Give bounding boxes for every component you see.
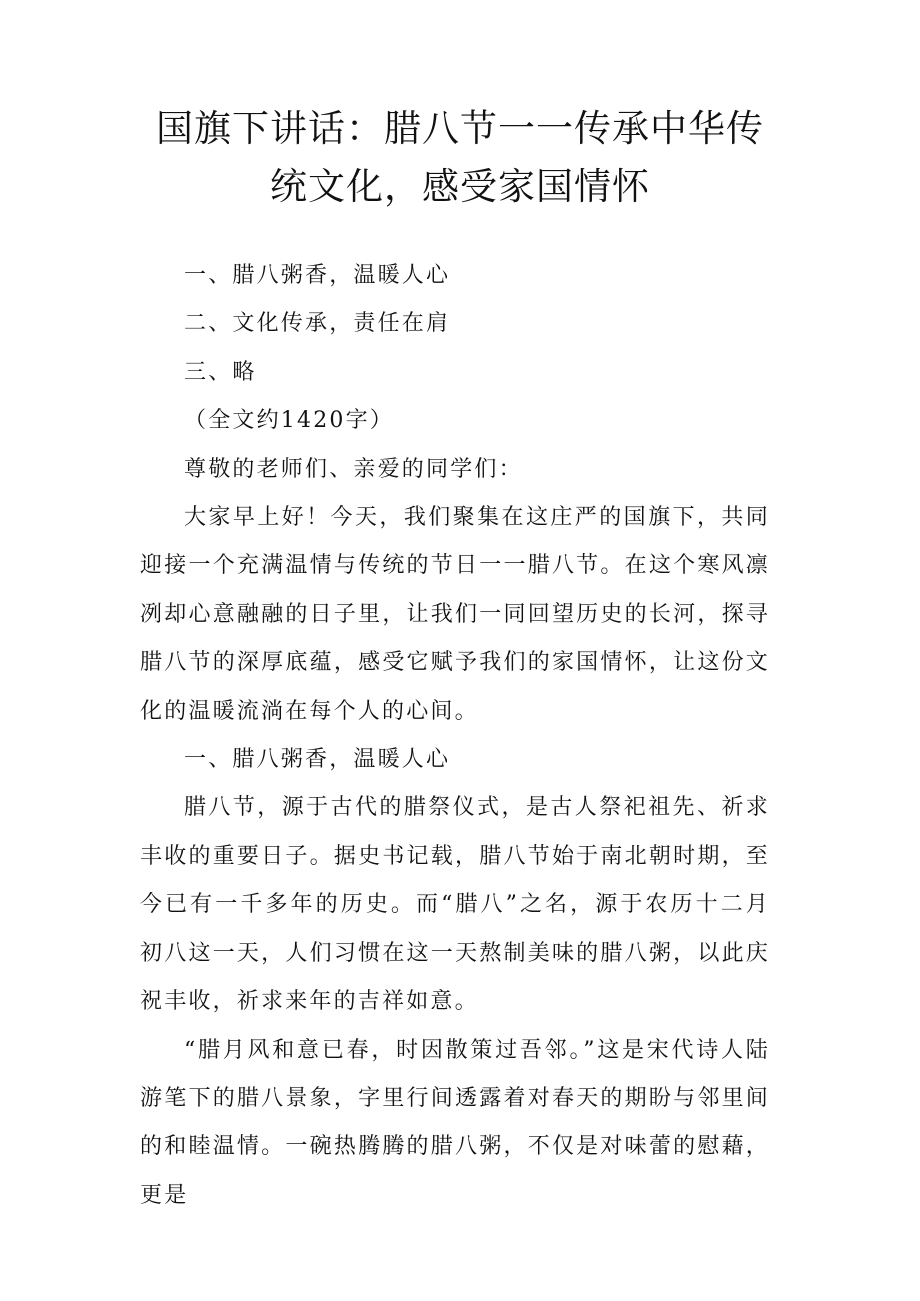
greeting: 尊敬的老师们、亲爱的同学们： [184, 456, 523, 482]
paragraph-intro: 大家早上好！今天，我们聚集在这庄严的国旗下，共同迎接一个充满温情与传统的节日一一腊八节。在这个寒风凛冽却心意融融的日子里，让我们一同回望历史的长河，探寻腊八节的深厚底蕴，感受它赋予我们的家国情怀，让这份文化的温暖流淌在每个人的心间。 [140, 505, 770, 724]
document-title: 国旗下讲话：腊八节一一传承中华传统文化，感受家国情怀 [156, 107, 764, 208]
toc-item-3: 三、略 [184, 359, 257, 385]
paragraph-origin: 腊八节，源于古代的腊祭仪式，是古人祭祀祖先、祈求丰收的重要日子。据史书记载，腊八节始于南北朝时期，至今已有一千多年的历史。而“腊八”之名，源于农历十二月初八这一天，人们习惯在这一天熬制美味的腊八粥，以此庆祝丰收，祈求来年的吉祥如意。 [140, 795, 770, 1015]
section-heading-1: 一、腊八粥香，温暖人心 [184, 747, 451, 773]
word-count: （全文约1420字） [184, 408, 394, 434]
document-body [140, 252, 770, 1220]
toc-item-2: 二、文化传承，责任在肩 [184, 311, 451, 337]
toc-item-1: 一、腊八粥香，温暖人心 [184, 263, 451, 288]
paragraph-poem: “腊月风和意已春，时因散策过吾邻。”这是宋代诗人陆游笔下的腊八景象，字里行间透露着对春天的期盼与邻里间的和睦温情。一碗热腾腾的腊八粥，不仅是对味蕾的慰藉，更是 [140, 1037, 770, 1208]
